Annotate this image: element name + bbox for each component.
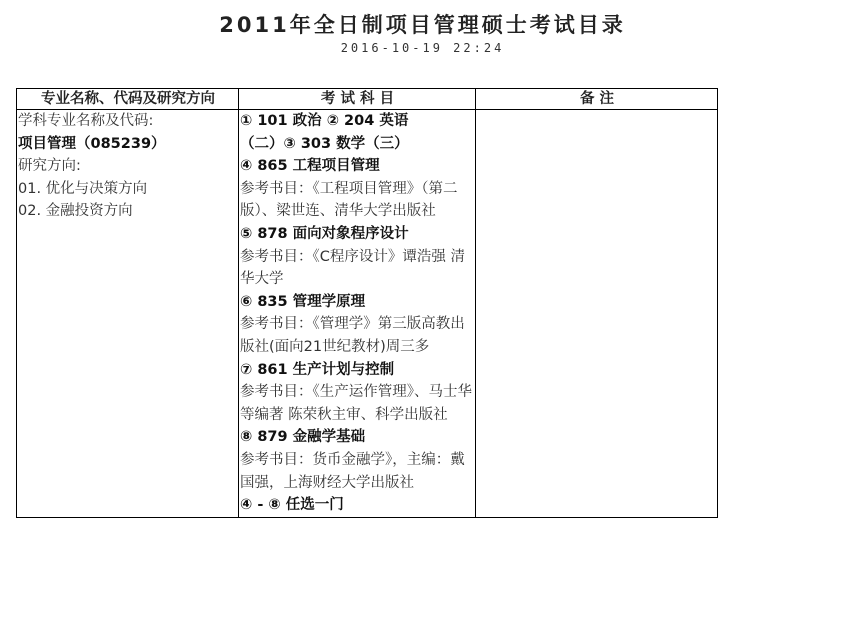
header-major: 专业名称、代码及研究方向 (17, 89, 239, 110)
elective-heading: ④ 865 工程项目管理 (240, 158, 380, 175)
elective-heading: ⑥ 835 管理学原理 (240, 293, 366, 310)
notes-cell (476, 110, 718, 518)
major-name: 项目管理（085239） (18, 135, 166, 152)
exam-catalog-table (16, 88, 718, 518)
elective-heading: ⑦ 861 生产计划与控制 (240, 361, 395, 378)
elective-heading: ⑧ 879 金融学基础 (240, 429, 366, 446)
direction-label: 研究方向: (18, 158, 81, 175)
common-subjects-line: （二）③ 303 数学（三） (240, 135, 409, 152)
header-notes: 备 注 (476, 89, 718, 110)
common-subjects-line: ① 101 政治 ② 204 英语 (240, 113, 409, 129)
subjects-cell (239, 110, 476, 518)
elective-reference: 参考书目：《管理学》第三版高教出版社(面向21世纪教材)周三多 (240, 316, 465, 355)
header-subjects: 考 试 科 目 (239, 89, 476, 110)
elective-reference: 参考书目：货币金融学》，主编：戴国强，上海财经大学出版社 (240, 451, 465, 491)
page-title: 2011年全日制项目管理硕士考试目录 (219, 13, 626, 37)
elective-choice-note: ④ - ⑧ 任选一门 (240, 497, 344, 514)
major-cell (17, 110, 239, 518)
table-row (17, 110, 718, 518)
elective-heading: ⑤ 878 面向对象程序设计 (240, 225, 409, 242)
direction-item: 02. 金融投资方向 (18, 203, 133, 220)
elective-reference: 参考书目：《生产运作管理》、马士华等编著 陈荣秋主审、科学出版社 (240, 384, 472, 423)
table-header-row (17, 89, 718, 110)
direction-item: 01. 优化与决策方向 (18, 180, 148, 197)
publish-date: 2016-10-19 22:24 (340, 41, 505, 55)
elective-reference: 参考书目：《工程项目管理》（第二版）、梁世连、清华大学出版社 (240, 180, 458, 220)
major-code-label: 学科专业名称及代码: (18, 113, 154, 129)
elective-reference: 参考书目：《C程序设计》谭浩强 清华大学 (240, 248, 465, 288)
